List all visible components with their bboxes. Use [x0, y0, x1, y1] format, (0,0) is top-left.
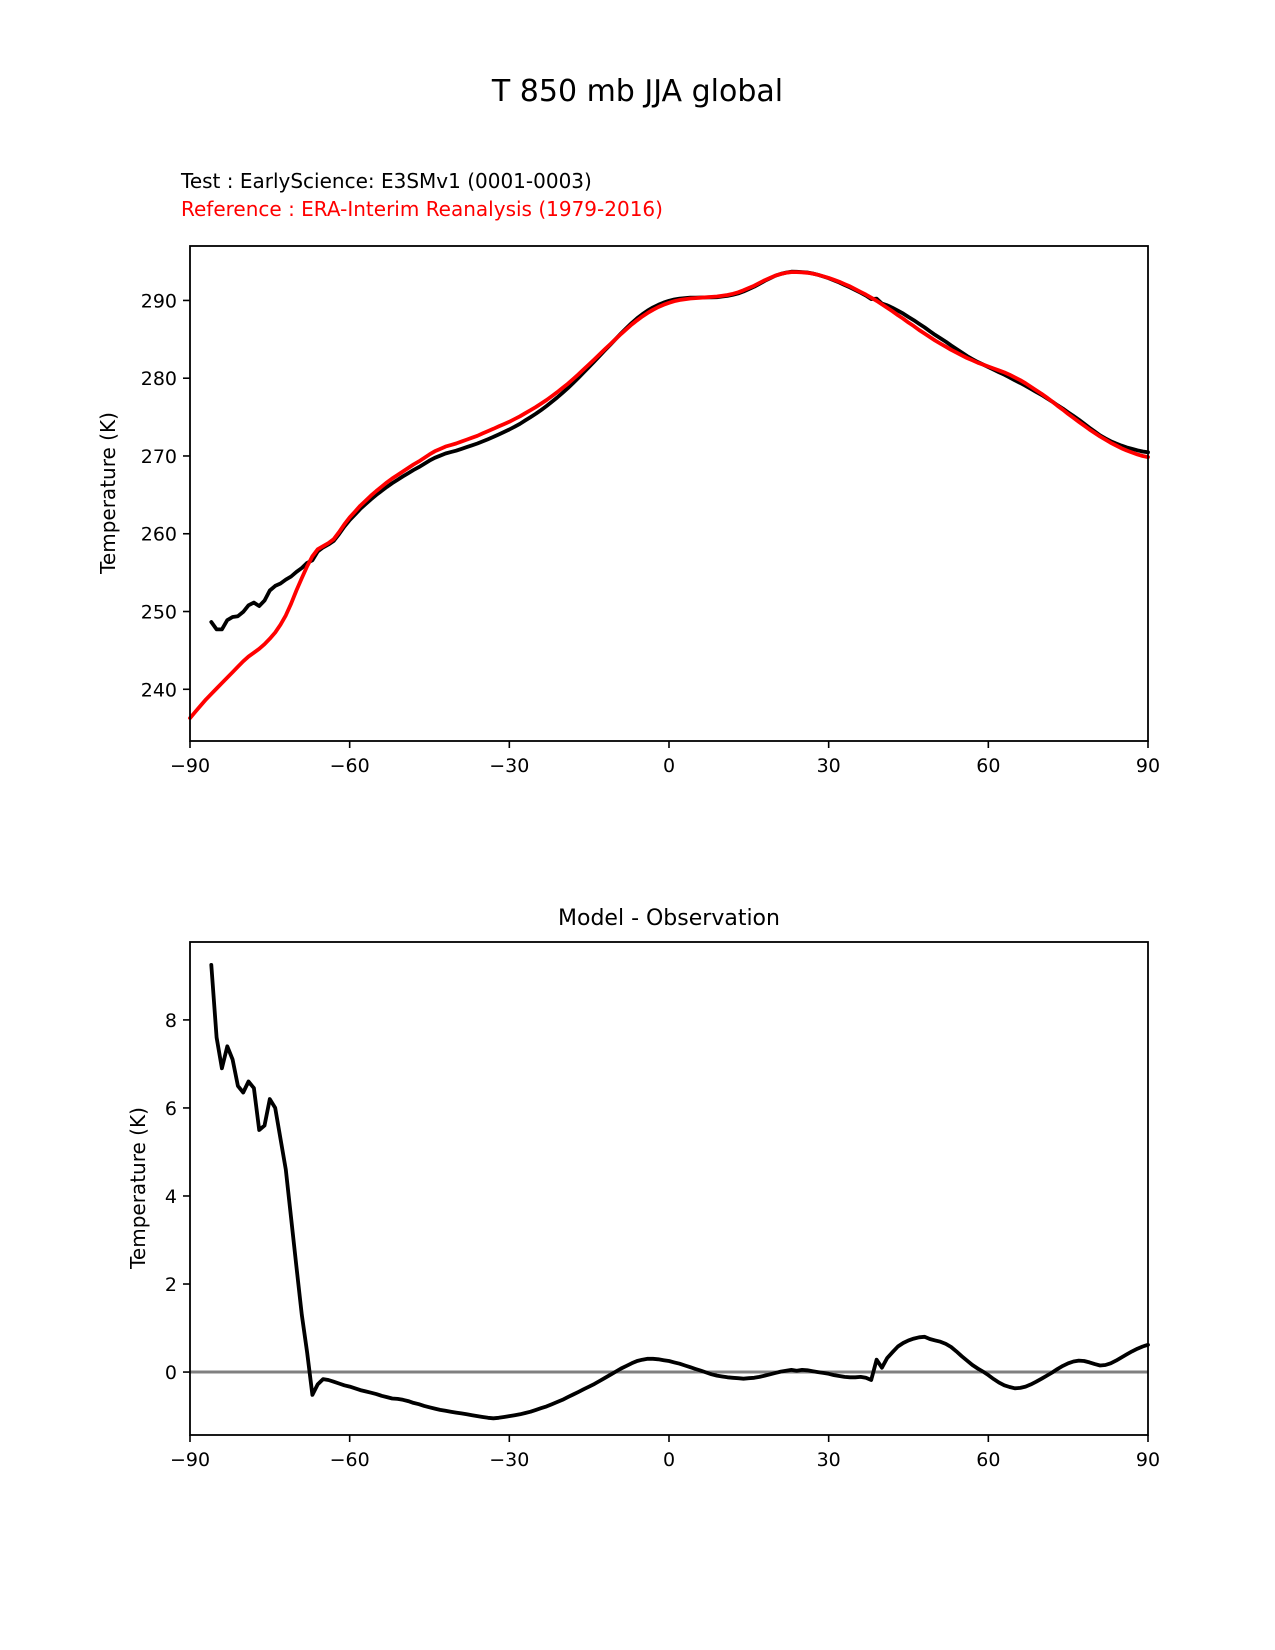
legend-reference-label: Reference : ERA-Interim Reanalysis (1979-2016) — [181, 197, 663, 221]
y-tick-label: 4 — [164, 1185, 177, 1208]
x-tick-label: 30 — [816, 755, 841, 777]
plot-border — [190, 246, 1148, 741]
y-tick-label: 8 — [164, 1009, 177, 1032]
bottom-chart-title: Model - Observation — [558, 906, 780, 931]
x-tick-label: 90 — [1135, 1449, 1161, 1471]
y-tick-label: 0 — [164, 1362, 177, 1385]
x-tick-label: −90 — [169, 1449, 211, 1471]
y-tick-label: 290 — [140, 290, 177, 313]
reference-line — [190, 272, 1148, 718]
x-tick-label: 60 — [976, 755, 1001, 777]
x-tick-label: 0 — [662, 755, 676, 777]
x-tick-label: −60 — [329, 1449, 370, 1471]
y-tick-label: 250 — [140, 601, 177, 624]
y-tick-label: 280 — [140, 368, 177, 391]
x-tick-label: −30 — [489, 755, 530, 777]
x-tick-label: −60 — [329, 755, 370, 777]
figure-title: T 850 mb JJA global — [491, 74, 784, 109]
y-tick-label: 6 — [164, 1097, 177, 1120]
x-tick-label: 30 — [816, 1449, 841, 1471]
model-line — [211, 272, 1148, 630]
x-tick-label: −90 — [169, 755, 211, 777]
bottom-chart — [165, 942, 1160, 1471]
x-tick-label: −30 — [489, 1449, 530, 1471]
x-tick-label: 90 — [1135, 755, 1161, 777]
legend-test-label: Test : EarlyScience: E3SMv1 (0001-0003) — [181, 169, 592, 193]
diff-line — [211, 965, 1148, 1418]
top-chart-ylabel: Temperature (K) — [96, 412, 120, 574]
y-tick-label: 240 — [140, 679, 177, 702]
y-tick-label: 2 — [164, 1274, 177, 1297]
bottom-chart-ylabel: Temperature (K) — [126, 1107, 150, 1269]
top-chart — [141, 246, 1160, 777]
y-tick-label: 270 — [140, 445, 177, 468]
y-tick-label: 260 — [140, 523, 177, 546]
x-tick-label: 0 — [662, 1449, 676, 1471]
x-tick-label: 60 — [976, 1449, 1001, 1471]
